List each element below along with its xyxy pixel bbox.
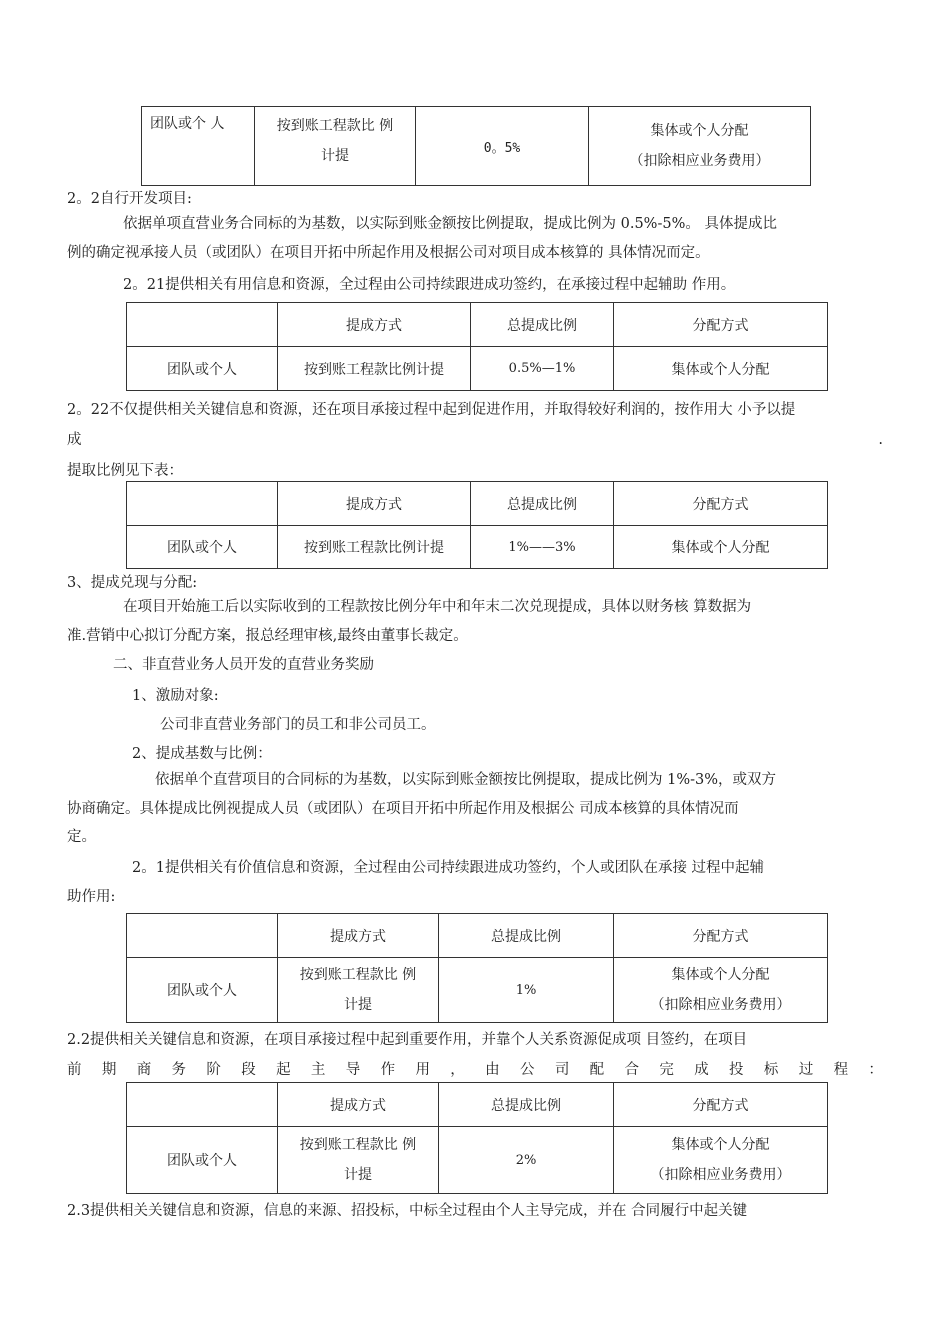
paragraph-line: 协商确定。具体提成比例视提成人员（或团队）在项目开拓中所起作用及根据公 司成本核算的具体情况而: [67, 801, 739, 817]
spread-char: 起: [276, 1062, 291, 1078]
table-header: 分配方式: [614, 303, 828, 347]
spread-char: 务: [171, 1062, 187, 1078]
table-cell: [589, 107, 811, 186]
table-header: 提成方式: [278, 482, 471, 526]
table-cell: 团队或个人: [127, 526, 278, 569]
table-header: 分配方式: [614, 482, 828, 526]
table-cell: 按到账工程款比例计提: [278, 526, 471, 569]
cell-text: （扣除相应业务费用）: [650, 1167, 791, 1183]
section-heading: 1、激励对象:: [132, 688, 219, 704]
spread-char: 期: [101, 1062, 117, 1078]
table-header: 总提成比例: [471, 482, 614, 526]
table-cell: [614, 958, 828, 1023]
table-cell: [614, 1127, 828, 1194]
spread-char: 作: [380, 1062, 396, 1078]
table-cell: 1%——3%: [471, 526, 614, 569]
spread-char: 投: [729, 1062, 744, 1078]
paragraph-line: 定。: [67, 829, 96, 845]
paragraph-line: 准.营销中心拟订分配方案，报总经理审核,最终由董事长裁定。: [67, 628, 468, 644]
table-top: [141, 106, 811, 186]
cell-text: （扣除相应业务费用）: [629, 153, 770, 169]
spread-char: 由: [485, 1062, 500, 1078]
table-commission-2: [126, 481, 828, 569]
table-header: 分配方式: [614, 914, 828, 958]
table-cell: 团队或个人: [127, 958, 278, 1023]
table-header: 提成方式: [278, 303, 471, 347]
cell-text: 集体或个人分配: [671, 1137, 770, 1153]
table-cell: 集体或个人分配: [614, 526, 828, 569]
cell-text: 计提: [321, 148, 349, 164]
paragraph-line: 助作用:: [67, 889, 116, 905]
table-cell: 按到账工程款比例计提: [278, 347, 471, 391]
paragraph-line: 2.2提供相关关键信息和资源，在项目承接过程中起到重要作用，并靠个人关系资源促成项 目签约，在项目: [67, 1032, 748, 1048]
spread-char: 司: [554, 1062, 570, 1078]
table-cell: 0.5%—1%: [471, 347, 614, 391]
section-heading: 二、非直营业务人员开发的直营业务奖励: [113, 657, 374, 673]
table-header: 提成方式: [278, 1083, 439, 1127]
section-heading: 2。2自行开发项目:: [67, 191, 192, 207]
spread-char: 前: [67, 1062, 82, 1078]
table-header: 总提成比例: [439, 1083, 614, 1127]
spread-char: 成: [694, 1062, 709, 1078]
cell-text: 计提: [344, 997, 372, 1013]
spread-char: 完: [659, 1062, 674, 1078]
paragraph-line: 2。1提供相关有价值信息和资源，全过程由公司持续跟进成功签约，个人或团队在承接 过程中起辅: [132, 860, 765, 876]
table-cell: [127, 914, 278, 958]
cell-text: 按到账工程款比 例: [299, 1137, 417, 1153]
spread-char: 合: [624, 1062, 639, 1078]
table-cell: [127, 1083, 278, 1127]
paragraph-line: 提取比例见下表：: [67, 463, 183, 479]
spread-char: 用: [415, 1062, 430, 1078]
table-cell: 团队或个人: [127, 1127, 278, 1194]
table-commission-4: [126, 1082, 828, 1194]
spread-char: ：: [868, 1062, 883, 1078]
table-header: 总提成比例: [439, 914, 614, 958]
paragraph-line: 依据单个直营项目的合同标的为基数，以实际到账金额按比例提取，提成比例为 1%-3%，或双方: [155, 772, 777, 788]
table-cell: [278, 958, 439, 1023]
section-heading: 3、提成兑现与分配:: [67, 575, 198, 591]
spread-char: 程: [833, 1062, 849, 1078]
text-fragment: .: [878, 432, 883, 448]
spread-char: 过: [798, 1062, 814, 1078]
paragraph-line: 2.3提供相关关键信息和资源，信息的来源、招投标，中标全过程由个人主导完成，并在 合同履行中起关键: [67, 1203, 748, 1219]
text-fragment: 成: [67, 432, 82, 448]
cell-text: （扣除相应业务费用）: [650, 997, 791, 1013]
spread-char: 公: [519, 1062, 535, 1078]
cell-text: 集体或个人分配: [650, 123, 749, 139]
table-cell: [278, 1127, 439, 1194]
cell-text: 团队或个 人: [150, 116, 225, 132]
table-cell: [142, 107, 255, 186]
spread-char: 阶: [206, 1062, 221, 1078]
paragraph-line: 依据单项直营业务合同标的为基数，以实际到账金额按比例提取，提成比例为 0.5%-5%。 具体提成比: [123, 216, 777, 232]
spread-char: 商: [136, 1062, 152, 1078]
spread-char: 主: [310, 1062, 326, 1078]
paragraph-line: 2。22不仅提供相关关键信息和资源，还在项目承接过程中起到促进作用，并取得较好利润的，按作用大 小予以提: [67, 402, 796, 418]
paragraph-line: [67, 430, 883, 450]
table-commission-1: [126, 302, 828, 391]
table-commission-3: [126, 913, 828, 1023]
cell-text: 按到账工程款比 例: [299, 967, 417, 983]
table-cell: [255, 107, 416, 186]
table-header: 总提成比例: [471, 303, 614, 347]
paragraph-line: [67, 1060, 883, 1080]
cell-text: 集体或个人分配: [671, 967, 770, 983]
paragraph-line: 2。21提供相关有用信息和资源，全过程由公司持续跟进成功签约，在承接过程中起辅助 作用。: [123, 277, 736, 293]
paragraph-line: 例的确定视承接人员（或团队）在项目开拓中所起作用及根据公司对项目成本核算的 具体情况而定。: [67, 245, 710, 261]
section-heading: 2、提成基数与比例：: [132, 746, 272, 762]
spread-char: ，: [450, 1062, 465, 1078]
table-cell: 集体或个人分配: [614, 347, 828, 391]
table-cell: [127, 482, 278, 526]
table-cell: 2%: [439, 1127, 614, 1194]
table-cell: [127, 303, 278, 347]
cell-text: 0。5%: [483, 140, 521, 156]
paragraph-line: 公司非直营业务部门的员工和非公司员工。: [160, 717, 436, 733]
cell-text: 按到账工程款比 例: [276, 118, 394, 134]
spread-char: 段: [241, 1062, 256, 1078]
table-cell: 1%: [439, 958, 614, 1023]
table-header: 提成方式: [278, 914, 439, 958]
spread-char: 导: [345, 1062, 361, 1078]
cell-text: 计提: [344, 1167, 372, 1183]
table-header: 分配方式: [614, 1083, 828, 1127]
spread-char: 配: [589, 1062, 605, 1078]
spread-char: 标: [763, 1062, 779, 1078]
table-cell: 团队或个人: [127, 347, 278, 391]
table-cell: [416, 107, 589, 186]
paragraph-line: 在项目开始施工后以实际收到的工程款按比例分年中和年末二次兑现提成，具体以财务核 算数据为: [123, 599, 752, 615]
